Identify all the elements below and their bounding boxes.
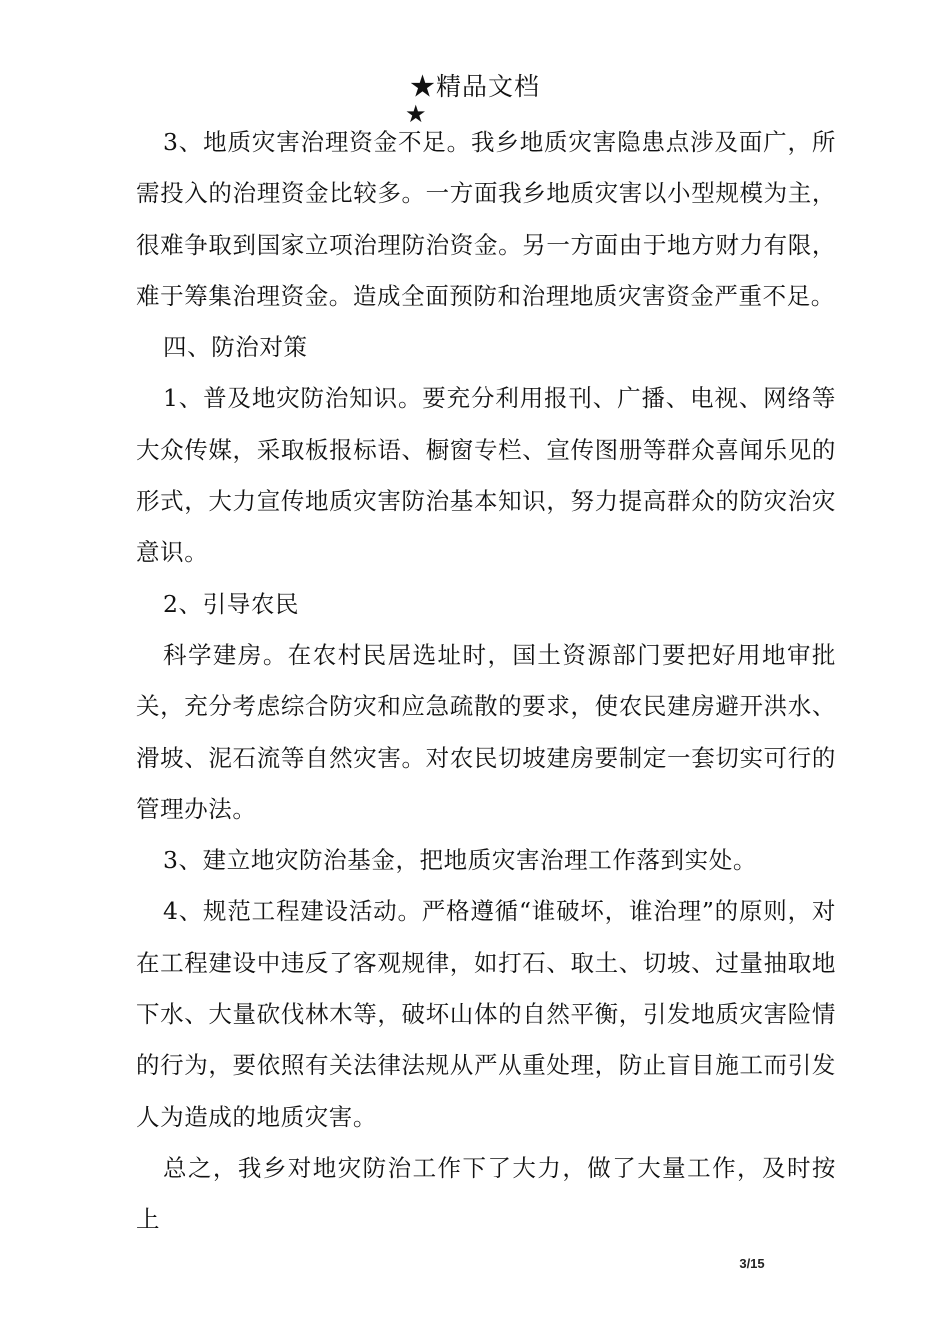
paragraph-regulate-construction: 4、规范工程建设活动。严格遵循“谁破坏，谁治理”的原则，对在工程建设中违反了客观规律，如打石、取土、切坡、过量抽取地下水、大量砍伐林木等，破坏山体的自然平衡，引发地质灾害险情的行为，要依照有关法律法规从严从重处理，防止盲目施工而引发人为造成的地质灾害。 [136,897,836,1131]
paragraph-prevention-fund: 3、建立地灾防治基金，把地质灾害治理工作落到实处。 [163,846,757,875]
page-header-title: ★精品文档 [409,72,540,101]
paragraph-guide-farmers: 2、引导农民 [163,589,300,618]
paragraph-funding-shortage: 3、地质灾害治理资金不足。我乡地质灾害隐患点涉及面广，所需投入的治理资金比较多。一方面我乡地质灾害以小型规模为主，很难争取到国家立项治理防治资金。另一方面由于地方财力有限，难于筹集治理资金。造成全面预防和治理地质灾害资金严重不足。 [136,128,836,310]
paragraph-scientific-housing: 科学建房。在农村民居选址时，国土资源部门要把好用地审批关，充分考虑综合防灾和应急疏散的要求，使农民建房避开洪水、滑坡、泥石流等自然灾害。对农民切坡建房要制定一套切实可行的管理办法。 [136,640,836,823]
page-number: 3/15 [739,1256,765,1271]
paragraph-conclusion: 总之，我乡对地灾防治工作下了大力，做了大量工作，及时按上 [136,1153,836,1234]
section-heading-countermeasures: 四、防治对策 [163,333,308,362]
header-star-icon: ★ [405,100,427,128]
paragraph-popularize-knowledge: 1、普及地灾防治知识。要充分利用报刊、广播、电视、网络等大众传媒，采取板报标语、橱窗专栏、宣传图册等群众喜闻乐见的形式，大力宣传地质灾害防治基本知识，努力提高群众的防灾治灾意识。 [136,384,836,567]
document-body [136,117,836,1246]
